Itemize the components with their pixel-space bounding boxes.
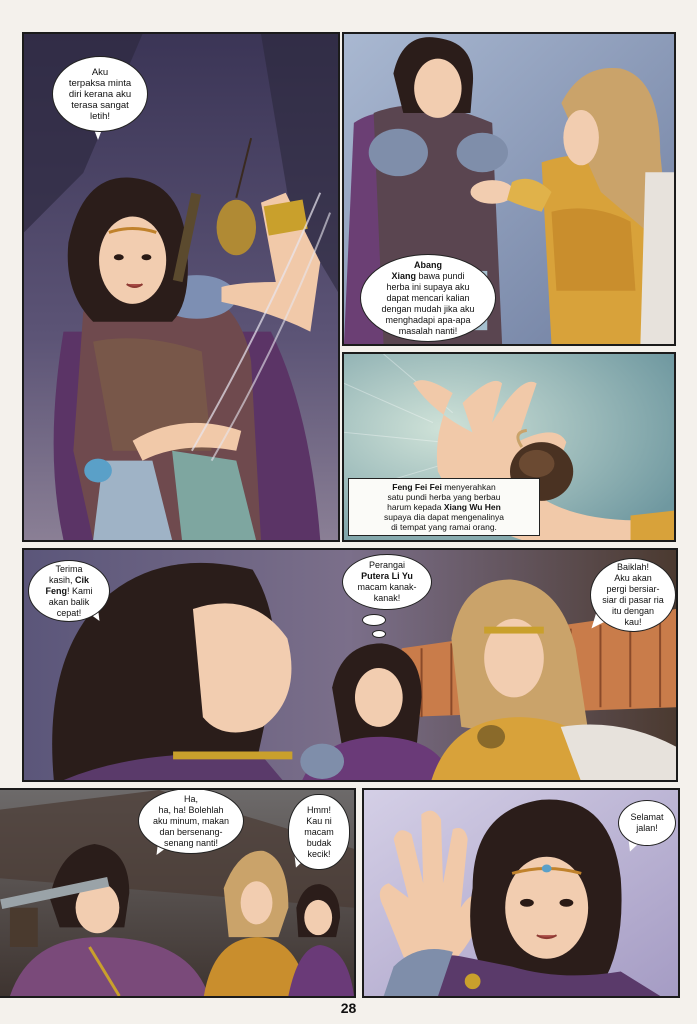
speaker-name: Cik Feng — [45, 574, 89, 596]
speech-text: Ha, ha, ha! Bolehlah aku minum, makan dan bersenang- senang nanti! — [152, 793, 230, 848]
narration-caption — [348, 478, 540, 536]
speech-text: bawa pundi herba ini supaya aku dapat mencari kalian dengan mudah jika aku menghadapi apa-apa masalah nanti! — [381, 270, 475, 336]
speech-text: macam kanak- kanak! — [357, 582, 417, 603]
speech-text: Selamat jalan! — [630, 812, 664, 833]
caption-text: menyerahkan satu pundi herba yang berbau harum kepada — [387, 482, 501, 512]
speech-bubble — [360, 254, 496, 342]
speaker-name: Putera Li Yu — [361, 571, 413, 581]
panel-1 — [22, 32, 340, 542]
character-name: Xiang Wu Hen — [443, 502, 501, 512]
panel-4 — [22, 548, 678, 782]
speech-text: Terima kasih, — [48, 563, 83, 585]
panel-6 — [362, 788, 680, 998]
panel-5 — [0, 788, 356, 998]
speech-text: Hmm! Kau ni macam budak kecik! — [304, 804, 334, 859]
character-name: Feng Fei Fei — [392, 482, 442, 492]
panel-2 — [342, 32, 676, 346]
speech-bubble — [138, 788, 244, 854]
page-number: 28 — [340, 1000, 357, 1016]
caption-text: supaya dia dapat mengenalinya di tempat yang ramai orang. — [383, 512, 505, 532]
speech-text: Aku terpaksa minta diri kerana aku terasa sangat letih! — [68, 66, 132, 122]
speech-bubble — [590, 558, 676, 632]
speaker-name: Abang Xiang — [391, 259, 442, 281]
thought-bubble — [342, 554, 432, 610]
speech-bubble — [28, 560, 110, 622]
speech-text: Perangai — [368, 560, 406, 570]
speech-bubble — [618, 800, 676, 846]
speech-bubble — [288, 794, 350, 870]
speech-text: ! Kami akan balik cepat! — [48, 585, 93, 618]
panel-3 — [342, 352, 676, 542]
speech-text: Baiklah! Aku akan pergi bersiar- siar di pasar ria itu dengan kau! — [602, 562, 664, 627]
speech-bubble — [52, 56, 148, 132]
